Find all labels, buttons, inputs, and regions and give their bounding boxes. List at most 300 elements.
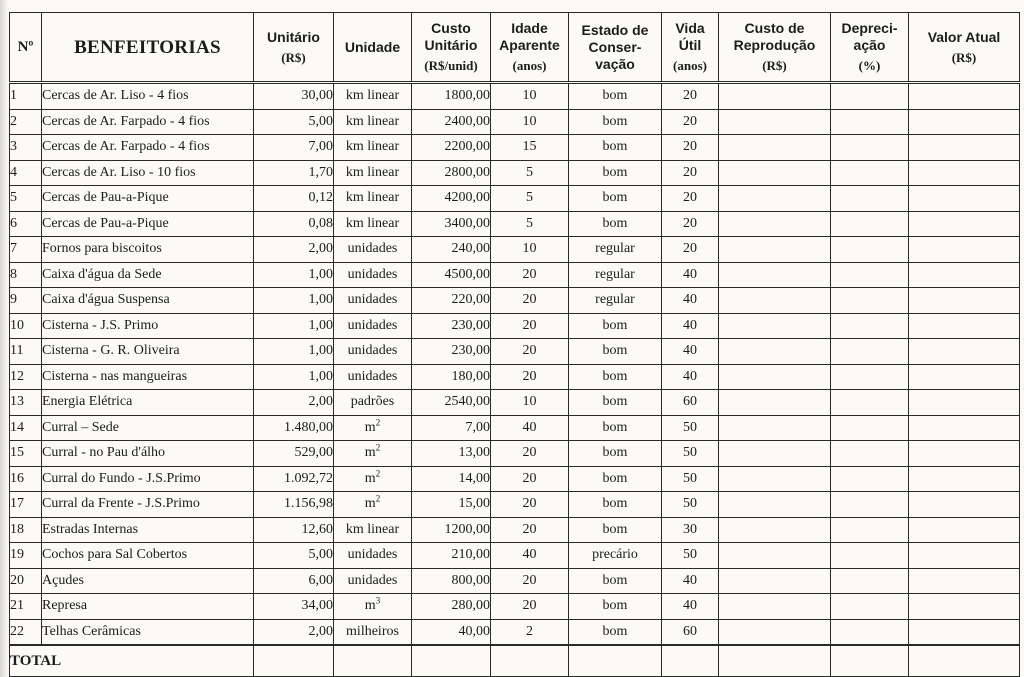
cell-benfeitoria: Cercas de Ar. Liso - 4 fios	[42, 83, 254, 110]
cell-custo-unitario: 4200,00	[412, 186, 491, 212]
cell-valor-atual	[909, 466, 1020, 492]
cell-unidade	[334, 466, 412, 492]
cell-benfeitoria: Cercas de Ar. Farpado - 4 fios	[42, 109, 254, 135]
cell-valor-atual	[909, 339, 1020, 365]
table-row	[10, 109, 1020, 135]
cell-custo-unitario: 14,00	[412, 466, 491, 492]
cell-vida-util: 50	[662, 441, 719, 467]
cell-custo-unitario: 13,00	[412, 441, 491, 467]
cell-benfeitoria: Cisterna - nas mangueiras	[42, 364, 254, 390]
cell-num: 3	[10, 135, 42, 161]
cell-benfeitoria: Cercas de Pau-a-Pique	[42, 186, 254, 212]
cell-valor-atual	[909, 83, 1020, 110]
cell-vida-util: 40	[662, 313, 719, 339]
cell-unidade: padrões	[334, 390, 412, 416]
cell-idade-aparente: 20	[491, 517, 569, 543]
table-row	[10, 543, 1020, 569]
unit-base: m	[364, 445, 376, 461]
cell-depreciacao	[831, 568, 909, 594]
cell-depreciacao	[831, 594, 909, 620]
cell-unitario: 529,00	[254, 441, 334, 467]
cell-unitario: 1,00	[254, 288, 334, 314]
cell-estado: regular	[569, 262, 662, 288]
table-row	[10, 364, 1020, 390]
unit-base: m	[364, 496, 376, 512]
cell-custo-reproducao	[719, 262, 831, 288]
cell-num: 12	[10, 364, 42, 390]
cell-idade-aparente: 20	[491, 466, 569, 492]
table-row	[10, 390, 1020, 416]
cell-estado: bom	[569, 492, 662, 518]
cell-depreciacao	[831, 441, 909, 467]
cell-benfeitoria: Fornos para biscoitos	[42, 237, 254, 263]
cell-idade-aparente: 5	[491, 160, 569, 186]
cell-custo-unitario: 280,00	[412, 594, 491, 620]
cell-benfeitoria: Cochos para Sal Cobertos	[42, 543, 254, 569]
cell-vida-util: 60	[662, 390, 719, 416]
cell-idade-aparente: 20	[491, 288, 569, 314]
header-estado-conservacao: Estado de Conser- vação	[569, 13, 662, 83]
table-row	[10, 313, 1020, 339]
table-row	[10, 339, 1020, 365]
cell-estado: bom	[569, 594, 662, 620]
cell-benfeitoria: Cercas de Ar. Farpado - 4 fios	[42, 135, 254, 161]
cell-unitario: 6,00	[254, 568, 334, 594]
cell-estado: bom	[569, 441, 662, 467]
header-unidade: Unidade	[334, 13, 412, 83]
cell-idade-aparente: 2	[491, 619, 569, 645]
cell-custo-unitario: 1200,00	[412, 517, 491, 543]
cell-vida-util: 20	[662, 135, 719, 161]
cell-depreciacao	[831, 237, 909, 263]
cell-benfeitoria: Açudes	[42, 568, 254, 594]
cell-valor-atual	[909, 568, 1020, 594]
cell-unitario: 1,00	[254, 313, 334, 339]
cell-vida-util: 30	[662, 517, 719, 543]
cell-custo-unitario: 220,00	[412, 288, 491, 314]
cell-idade-aparente: 20	[491, 568, 569, 594]
cell-benfeitoria: Cisterna - J.S. Primo	[42, 313, 254, 339]
cell-unitario: 1,00	[254, 364, 334, 390]
header-num: Nº	[10, 13, 42, 83]
cell-idade-aparente: 5	[491, 211, 569, 237]
cell-depreciacao	[831, 390, 909, 416]
cell-custo-unitario: 40,00	[412, 619, 491, 645]
cell-unitario: 1,70	[254, 160, 334, 186]
unit-base: m	[364, 419, 376, 435]
cell-idade-aparente: 10	[491, 237, 569, 263]
cell-estado: precário	[569, 543, 662, 569]
cell-vida-util: 50	[662, 415, 719, 441]
total-cell	[254, 645, 334, 677]
cell-vida-util: 20	[662, 83, 719, 110]
cell-custo-reproducao	[719, 364, 831, 390]
cell-unitario: 1.480,00	[254, 415, 334, 441]
cell-estado: bom	[569, 186, 662, 212]
cell-depreciacao	[831, 262, 909, 288]
total-cell	[412, 645, 491, 677]
cell-custo-reproducao	[719, 288, 831, 314]
cell-depreciacao	[831, 339, 909, 365]
cell-custo-reproducao	[719, 390, 831, 416]
cell-unidade: km linear	[334, 211, 412, 237]
cell-unidade: unidades	[334, 262, 412, 288]
cell-num: 4	[10, 160, 42, 186]
cell-vida-util: 40	[662, 262, 719, 288]
cell-valor-atual	[909, 288, 1020, 314]
cell-num: 18	[10, 517, 42, 543]
cell-depreciacao	[831, 415, 909, 441]
cell-idade-aparente: 20	[491, 339, 569, 365]
cell-benfeitoria: Cercas de Ar. Liso - 10 fios	[42, 160, 254, 186]
cell-idade-aparente: 40	[491, 543, 569, 569]
cell-idade-aparente: 10	[491, 83, 569, 110]
cell-valor-atual	[909, 160, 1020, 186]
cell-benfeitoria: Curral do Fundo - J.S.Primo	[42, 466, 254, 492]
cell-valor-atual	[909, 364, 1020, 390]
total-cell	[719, 645, 831, 677]
cell-valor-atual	[909, 415, 1020, 441]
cell-unitario: 1,00	[254, 262, 334, 288]
cell-unitario: 7,00	[254, 135, 334, 161]
total-label: TOTAL	[10, 645, 254, 677]
table-row	[10, 415, 1020, 441]
cell-custo-unitario: 210,00	[412, 543, 491, 569]
cell-vida-util: 20	[662, 160, 719, 186]
header-idade-aparente: Idade Aparente (anos)	[491, 13, 569, 83]
table-row	[10, 619, 1020, 645]
cell-valor-atual	[909, 619, 1020, 645]
cell-unidade	[334, 415, 412, 441]
cell-depreciacao	[831, 517, 909, 543]
cell-unitario: 12,60	[254, 517, 334, 543]
cell-depreciacao	[831, 492, 909, 518]
header-unitario: Unitário (R$)	[254, 13, 334, 83]
cell-num: 1	[10, 83, 42, 110]
cell-custo-unitario: 230,00	[412, 313, 491, 339]
cell-idade-aparente: 20	[491, 364, 569, 390]
cell-custo-reproducao	[719, 543, 831, 569]
cell-num: 11	[10, 339, 42, 365]
cell-custo-reproducao	[719, 135, 831, 161]
benfeitorias-table	[9, 12, 1020, 677]
cell-unidade: unidades	[334, 543, 412, 569]
cell-estado: regular	[569, 288, 662, 314]
cell-benfeitoria: Energia Elétrica	[42, 390, 254, 416]
cell-valor-atual	[909, 135, 1020, 161]
cell-depreciacao	[831, 135, 909, 161]
cell-idade-aparente: 10	[491, 390, 569, 416]
cell-custo-reproducao	[719, 492, 831, 518]
cell-estado: bom	[569, 160, 662, 186]
cell-num: 8	[10, 262, 42, 288]
cell-num: 14	[10, 415, 42, 441]
cell-vida-util: 60	[662, 619, 719, 645]
cell-unidade	[334, 441, 412, 467]
cell-unitario: 34,00	[254, 594, 334, 620]
cell-benfeitoria: Represa	[42, 594, 254, 620]
cell-custo-reproducao	[719, 83, 831, 110]
cell-valor-atual	[909, 262, 1020, 288]
cell-depreciacao	[831, 211, 909, 237]
cell-num: 2	[10, 109, 42, 135]
cell-custo-reproducao	[719, 211, 831, 237]
unit-base: m	[364, 470, 376, 486]
cell-custo-unitario: 15,00	[412, 492, 491, 518]
unit-exponent: 3	[375, 595, 381, 606]
cell-num: 16	[10, 466, 42, 492]
cell-benfeitoria: Telhas Cerâmicas	[42, 619, 254, 645]
cell-benfeitoria: Caixa d'água da Sede	[42, 262, 254, 288]
table-row	[10, 262, 1020, 288]
cell-unidade: milheiros	[334, 619, 412, 645]
cell-depreciacao	[831, 543, 909, 569]
cell-estado: bom	[569, 211, 662, 237]
cell-custo-unitario: 1800,00	[412, 83, 491, 110]
cell-custo-unitario: 240,00	[412, 237, 491, 263]
cell-custo-reproducao	[719, 415, 831, 441]
cell-vida-util: 40	[662, 568, 719, 594]
cell-valor-atual	[909, 441, 1020, 467]
table-row	[10, 211, 1020, 237]
cell-valor-atual	[909, 109, 1020, 135]
cell-vida-util: 50	[662, 466, 719, 492]
cell-benfeitoria: Curral da Frente - J.S.Primo	[42, 492, 254, 518]
cell-unidade	[334, 492, 412, 518]
cell-custo-unitario: 180,00	[412, 364, 491, 390]
cell-num: 19	[10, 543, 42, 569]
cell-idade-aparente: 15	[491, 135, 569, 161]
cell-unidade: km linear	[334, 186, 412, 212]
cell-estado: bom	[569, 83, 662, 110]
table-row	[10, 492, 1020, 518]
cell-unidade: unidades	[334, 568, 412, 594]
cell-estado: bom	[569, 135, 662, 161]
cell-unidade: unidades	[334, 339, 412, 365]
cell-idade-aparente: 20	[491, 313, 569, 339]
table-row	[10, 594, 1020, 620]
cell-num: 20	[10, 568, 42, 594]
cell-custo-reproducao	[719, 594, 831, 620]
table-row	[10, 466, 1020, 492]
cell-num: 7	[10, 237, 42, 263]
table-row	[10, 186, 1020, 212]
header-valor-atual: Valor Atual (R$)	[909, 13, 1020, 83]
cell-idade-aparente: 5	[491, 186, 569, 212]
cell-idade-aparente: 40	[491, 415, 569, 441]
header-vida-util: Vida Útil (anos)	[662, 13, 719, 83]
cell-num: 22	[10, 619, 42, 645]
cell-estado: bom	[569, 313, 662, 339]
cell-custo-reproducao	[719, 517, 831, 543]
cell-depreciacao	[831, 466, 909, 492]
table-row	[10, 288, 1020, 314]
cell-estado: bom	[569, 415, 662, 441]
header-benfeitorias: BENFEITORIAS	[42, 13, 254, 83]
cell-estado: bom	[569, 339, 662, 365]
total-cell	[909, 645, 1020, 677]
cell-valor-atual	[909, 186, 1020, 212]
cell-unitario: 2,00	[254, 619, 334, 645]
table-row	[10, 160, 1020, 186]
table-row	[10, 441, 1020, 467]
cell-depreciacao	[831, 364, 909, 390]
cell-custo-reproducao	[719, 313, 831, 339]
cell-custo-unitario: 4500,00	[412, 262, 491, 288]
cell-vida-util: 20	[662, 237, 719, 263]
cell-unidade: km linear	[334, 160, 412, 186]
cell-benfeitoria: Estradas Internas	[42, 517, 254, 543]
cell-benfeitoria: Cercas de Pau-a-Pique	[42, 211, 254, 237]
cell-custo-reproducao	[719, 237, 831, 263]
cell-valor-atual	[909, 313, 1020, 339]
cell-custo-reproducao	[719, 160, 831, 186]
cell-depreciacao	[831, 619, 909, 645]
header-custo-reproducao: Custo de Reprodução (R$)	[719, 13, 831, 83]
cell-custo-reproducao	[719, 109, 831, 135]
cell-custo-unitario: 230,00	[412, 339, 491, 365]
cell-unidade: unidades	[334, 288, 412, 314]
total-cell	[831, 645, 909, 677]
cell-depreciacao	[831, 288, 909, 314]
cell-depreciacao	[831, 160, 909, 186]
cell-estado: bom	[569, 619, 662, 645]
header-custo-unitario: Custo Unitário (R$/unid)	[412, 13, 491, 83]
cell-unitario: 2,00	[254, 237, 334, 263]
cell-num: 13	[10, 390, 42, 416]
total-cell	[569, 645, 662, 677]
table-header-row	[10, 13, 1020, 83]
cell-custo-reproducao	[719, 568, 831, 594]
cell-benfeitoria: Cisterna - G. R. Oliveira	[42, 339, 254, 365]
cell-estado: regular	[569, 237, 662, 263]
cell-num: 17	[10, 492, 42, 518]
cell-unidade: km linear	[334, 109, 412, 135]
cell-unidade: km linear	[334, 517, 412, 543]
cell-idade-aparente: 20	[491, 441, 569, 467]
cell-custo-reproducao	[719, 466, 831, 492]
total-row	[10, 645, 1020, 677]
cell-estado: bom	[569, 568, 662, 594]
cell-valor-atual	[909, 543, 1020, 569]
cell-unidade: unidades	[334, 237, 412, 263]
cell-estado: bom	[569, 109, 662, 135]
cell-num: 15	[10, 441, 42, 467]
cell-unitario: 0,08	[254, 211, 334, 237]
cell-idade-aparente: 20	[491, 594, 569, 620]
cell-unidade	[334, 594, 412, 620]
cell-estado: bom	[569, 517, 662, 543]
cell-vida-util: 40	[662, 339, 719, 365]
cell-num: 5	[10, 186, 42, 212]
unit-exponent: 2	[375, 442, 381, 453]
cell-unidade: km linear	[334, 83, 412, 110]
table-row	[10, 517, 1020, 543]
cell-valor-atual	[909, 390, 1020, 416]
cell-custo-unitario: 2200,00	[412, 135, 491, 161]
cell-unitario: 1.092,72	[254, 466, 334, 492]
cell-valor-atual	[909, 517, 1020, 543]
cell-vida-util: 20	[662, 186, 719, 212]
cell-depreciacao	[831, 186, 909, 212]
cell-idade-aparente: 10	[491, 109, 569, 135]
cell-unidade: unidades	[334, 364, 412, 390]
cell-depreciacao	[831, 109, 909, 135]
cell-vida-util: 20	[662, 109, 719, 135]
cell-idade-aparente: 20	[491, 262, 569, 288]
cell-custo-reproducao	[719, 339, 831, 365]
cell-custo-unitario: 2800,00	[412, 160, 491, 186]
page-fold-shadow	[0, 0, 8, 677]
cell-vida-util: 20	[662, 211, 719, 237]
cell-valor-atual	[909, 237, 1020, 263]
cell-idade-aparente: 20	[491, 492, 569, 518]
unit-base: m	[364, 598, 376, 614]
cell-vida-util: 40	[662, 594, 719, 620]
cell-num: 21	[10, 594, 42, 620]
cell-unitario: 0,12	[254, 186, 334, 212]
cell-vida-util: 50	[662, 543, 719, 569]
cell-vida-util: 50	[662, 492, 719, 518]
cell-unitario: 30,00	[254, 83, 334, 110]
unit-exponent: 2	[375, 468, 381, 479]
table-row	[10, 83, 1020, 110]
table-row	[10, 568, 1020, 594]
cell-custo-reproducao	[719, 441, 831, 467]
table-body	[10, 83, 1020, 646]
cell-depreciacao	[831, 83, 909, 110]
cell-valor-atual	[909, 594, 1020, 620]
table-row	[10, 237, 1020, 263]
unit-exponent: 2	[375, 417, 381, 428]
cell-estado: bom	[569, 466, 662, 492]
cell-custo-unitario: 2540,00	[412, 390, 491, 416]
cell-estado: bom	[569, 390, 662, 416]
header-depreciacao: Depreci- ação (%)	[831, 13, 909, 83]
cell-unitario: 1,00	[254, 339, 334, 365]
total-cell	[334, 645, 412, 677]
cell-valor-atual	[909, 211, 1020, 237]
cell-unitario: 2,00	[254, 390, 334, 416]
cell-num: 6	[10, 211, 42, 237]
cell-benfeitoria: Curral – Sede	[42, 415, 254, 441]
cell-benfeitoria: Caixa d'água Suspensa	[42, 288, 254, 314]
cell-custo-unitario: 7,00	[412, 415, 491, 441]
cell-custo-reproducao	[719, 186, 831, 212]
cell-vida-util: 40	[662, 288, 719, 314]
cell-unitario: 5,00	[254, 109, 334, 135]
cell-unitario: 1.156,98	[254, 492, 334, 518]
total-cell	[662, 645, 719, 677]
cell-estado: bom	[569, 364, 662, 390]
cell-unidade: km linear	[334, 135, 412, 161]
cell-num: 10	[10, 313, 42, 339]
cell-depreciacao	[831, 313, 909, 339]
cell-custo-unitario: 3400,00	[412, 211, 491, 237]
cell-unidade: unidades	[334, 313, 412, 339]
cell-custo-unitario: 800,00	[412, 568, 491, 594]
table-row	[10, 135, 1020, 161]
cell-custo-unitario: 2400,00	[412, 109, 491, 135]
unit-exponent: 2	[375, 493, 381, 504]
cell-vida-util: 40	[662, 364, 719, 390]
cell-benfeitoria: Curral - no Pau d'álho	[42, 441, 254, 467]
cell-custo-reproducao	[719, 619, 831, 645]
cell-num: 9	[10, 288, 42, 314]
cell-valor-atual	[909, 492, 1020, 518]
total-cell	[491, 645, 569, 677]
cell-unitario: 5,00	[254, 543, 334, 569]
